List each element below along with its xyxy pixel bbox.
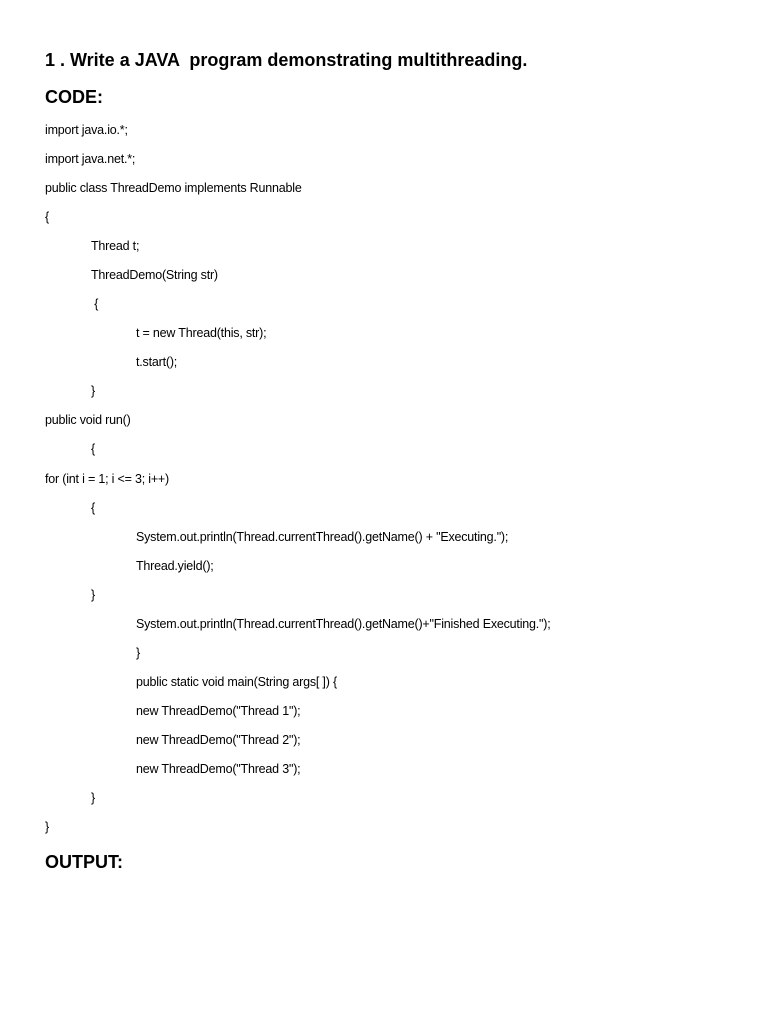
code-line: { (91, 501, 95, 515)
code-line: public void run() (45, 413, 131, 427)
code-line: import java.io.*; (45, 123, 128, 137)
code-line: ThreadDemo(String str) (91, 268, 218, 282)
code-line: Thread.yield(); (136, 559, 214, 573)
code-line: new ThreadDemo("Thread 3"); (136, 762, 301, 776)
code-line: for (int i = 1; i <= 3; i++) (45, 472, 169, 486)
code-line: { (45, 210, 49, 224)
code-line: } (91, 791, 95, 805)
code-line: t = new Thread(this, str); (136, 326, 267, 340)
code-line: } (91, 588, 95, 602)
code-line: } (91, 384, 95, 398)
code-line: t.start(); (136, 355, 178, 369)
code-line: new ThreadDemo("Thread 1"); (136, 704, 301, 718)
document-title: 1 . Write a JAVA program demonstrating multithreading. (45, 50, 528, 70)
code-line: Thread t; (91, 239, 140, 253)
output-heading: OUTPUT: (45, 852, 123, 872)
code-line: { (91, 442, 95, 456)
code-line: public static void main(String args[ ]) { (136, 675, 337, 689)
code-heading: CODE: (45, 87, 103, 107)
code-line: { (91, 297, 99, 311)
code-line: import java.net.*; (45, 152, 136, 166)
code-line: System.out.println(Thread.currentThread().getName() + "Executing."); (136, 530, 509, 544)
code-line: } (136, 646, 140, 660)
code-line: System.out.println(Thread.currentThread().getName()+"Finished Executing."); (136, 617, 551, 631)
code-line: new ThreadDemo("Thread 2"); (136, 733, 301, 747)
code-line: public class ThreadDemo implements Runnable (45, 181, 302, 195)
code-line: } (45, 820, 49, 834)
